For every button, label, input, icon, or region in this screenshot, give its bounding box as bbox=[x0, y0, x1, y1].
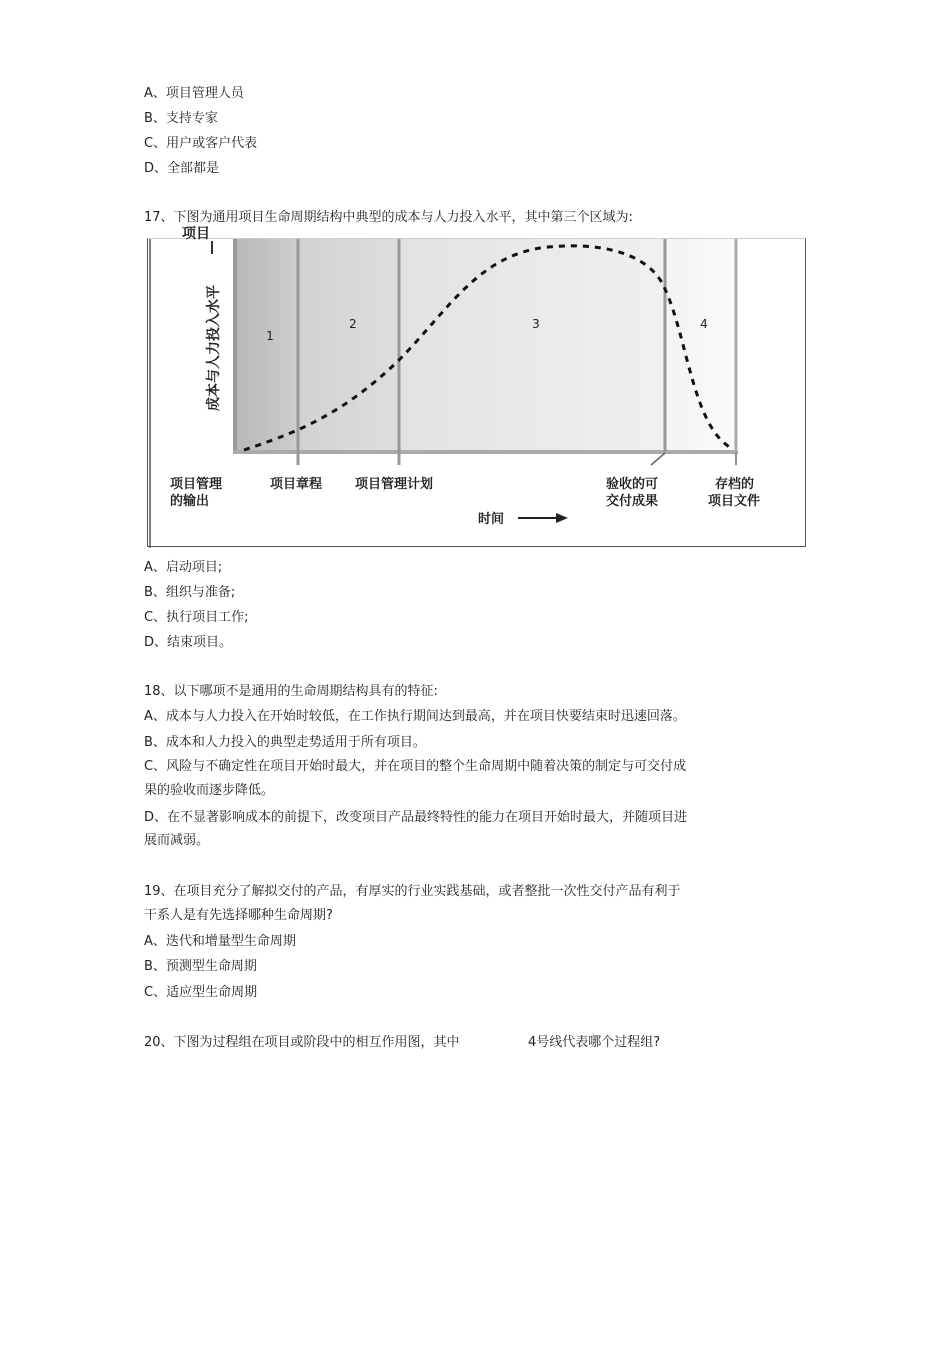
region-4-label: 4 bbox=[700, 317, 708, 331]
milestone-pm-output-line1: 项目管理 bbox=[170, 477, 223, 492]
q16-option-b: B、支持专家 bbox=[144, 111, 218, 126]
q18-question: 18、以下哪项不是通用的生命周期结构具有的特征: bbox=[144, 684, 438, 699]
milestone-pm-output-line2: 的输出 bbox=[170, 494, 210, 509]
region-3 bbox=[399, 239, 665, 453]
q18-option-b: B、成本和人力投入的典型走势适用于所有项目。 bbox=[144, 735, 426, 750]
region-3-label: 3 bbox=[532, 317, 540, 331]
milestone-charter: 项目章程 bbox=[270, 477, 323, 492]
lifecycle-figure bbox=[147, 226, 806, 547]
q17-option-a: A、启动项目; bbox=[144, 560, 223, 575]
region-2-label: 2 bbox=[349, 317, 357, 331]
q18-option-d-line1: D、在不显著影响成本的前提下，改变项目产品最终特性的能力在项目开始时最大，并随项目进 bbox=[144, 810, 688, 825]
x-axis-label: 时间 bbox=[478, 512, 505, 527]
milestone-archived-line1: 存档的 bbox=[715, 477, 755, 492]
divider-3-4-leader bbox=[651, 453, 665, 465]
milestone-accepted-line1: 验收的可 bbox=[606, 477, 659, 492]
q16-option-d: D、全部都是 bbox=[144, 161, 220, 176]
q19-question-line2: 干系人是有先选择哪种生命周期? bbox=[144, 908, 333, 923]
q18-option-c-line2: 果的验收而逐步降低。 bbox=[144, 783, 275, 798]
q19-question-line1: 19、在项目充分了解拟交付的产品，有厚实的行业实践基础，或者整批一次性交付产品有利于 bbox=[144, 884, 681, 899]
q16-option-c: C、用户或客户代表 bbox=[144, 136, 258, 151]
milestone-pm-output bbox=[170, 476, 227, 509]
milestone-pm-plan: 项目管理计划 bbox=[355, 477, 434, 492]
q18-option-c-line1: C、风险与不确定性在项目开始时最大，并在项目的整个生命周期中随着决策的制定与可交付成 bbox=[144, 759, 687, 774]
q17-option-c: C、执行项目工作; bbox=[144, 610, 249, 625]
y-axis-label: 成本与人力投入水平 bbox=[206, 285, 222, 411]
q20-question-part1: 20、下图为过程组在项目或阶段中的相互作用图，其中 bbox=[144, 1035, 460, 1050]
milestone-archived-line2: 项目文件 bbox=[708, 494, 761, 509]
q18-option-d-line2: 展而减弱。 bbox=[144, 833, 210, 848]
q20-question-part2: 4号线代表哪个过程组? bbox=[528, 1035, 661, 1050]
q16-option-a: A、项目管理人员 bbox=[144, 86, 244, 101]
region-4 bbox=[665, 239, 736, 453]
milestone-archived-docs bbox=[708, 476, 760, 509]
lifecycle-figure-svg bbox=[148, 226, 807, 548]
region-1 bbox=[235, 239, 298, 453]
top-cut-label: 项目 bbox=[182, 226, 210, 242]
time-arrow-head bbox=[556, 513, 568, 523]
q17-question: 17、下图为通用项目生命周期结构中典型的成本与人力投入水平，其中第三个区域为: bbox=[144, 210, 633, 225]
q19-option-a: A、迭代和增量型生命周期 bbox=[144, 934, 296, 949]
q17-option-d: D、结束项目。 bbox=[144, 635, 233, 650]
region-1-label: 1 bbox=[266, 329, 274, 343]
q19-option-b: B、预测型生命周期 bbox=[144, 959, 257, 974]
milestone-accepted-deliverables bbox=[606, 476, 663, 509]
q18-option-a: A、成本与人力投入在开始时较低，在工作执行期间达到最高，并在项目快要结束时迅速回落。 bbox=[144, 709, 686, 724]
q17-option-b: B、组织与准备; bbox=[144, 585, 236, 600]
milestone-accepted-line2: 交付成果 bbox=[606, 494, 659, 509]
q19-option-c: C、适应型生命周期 bbox=[144, 985, 258, 1000]
